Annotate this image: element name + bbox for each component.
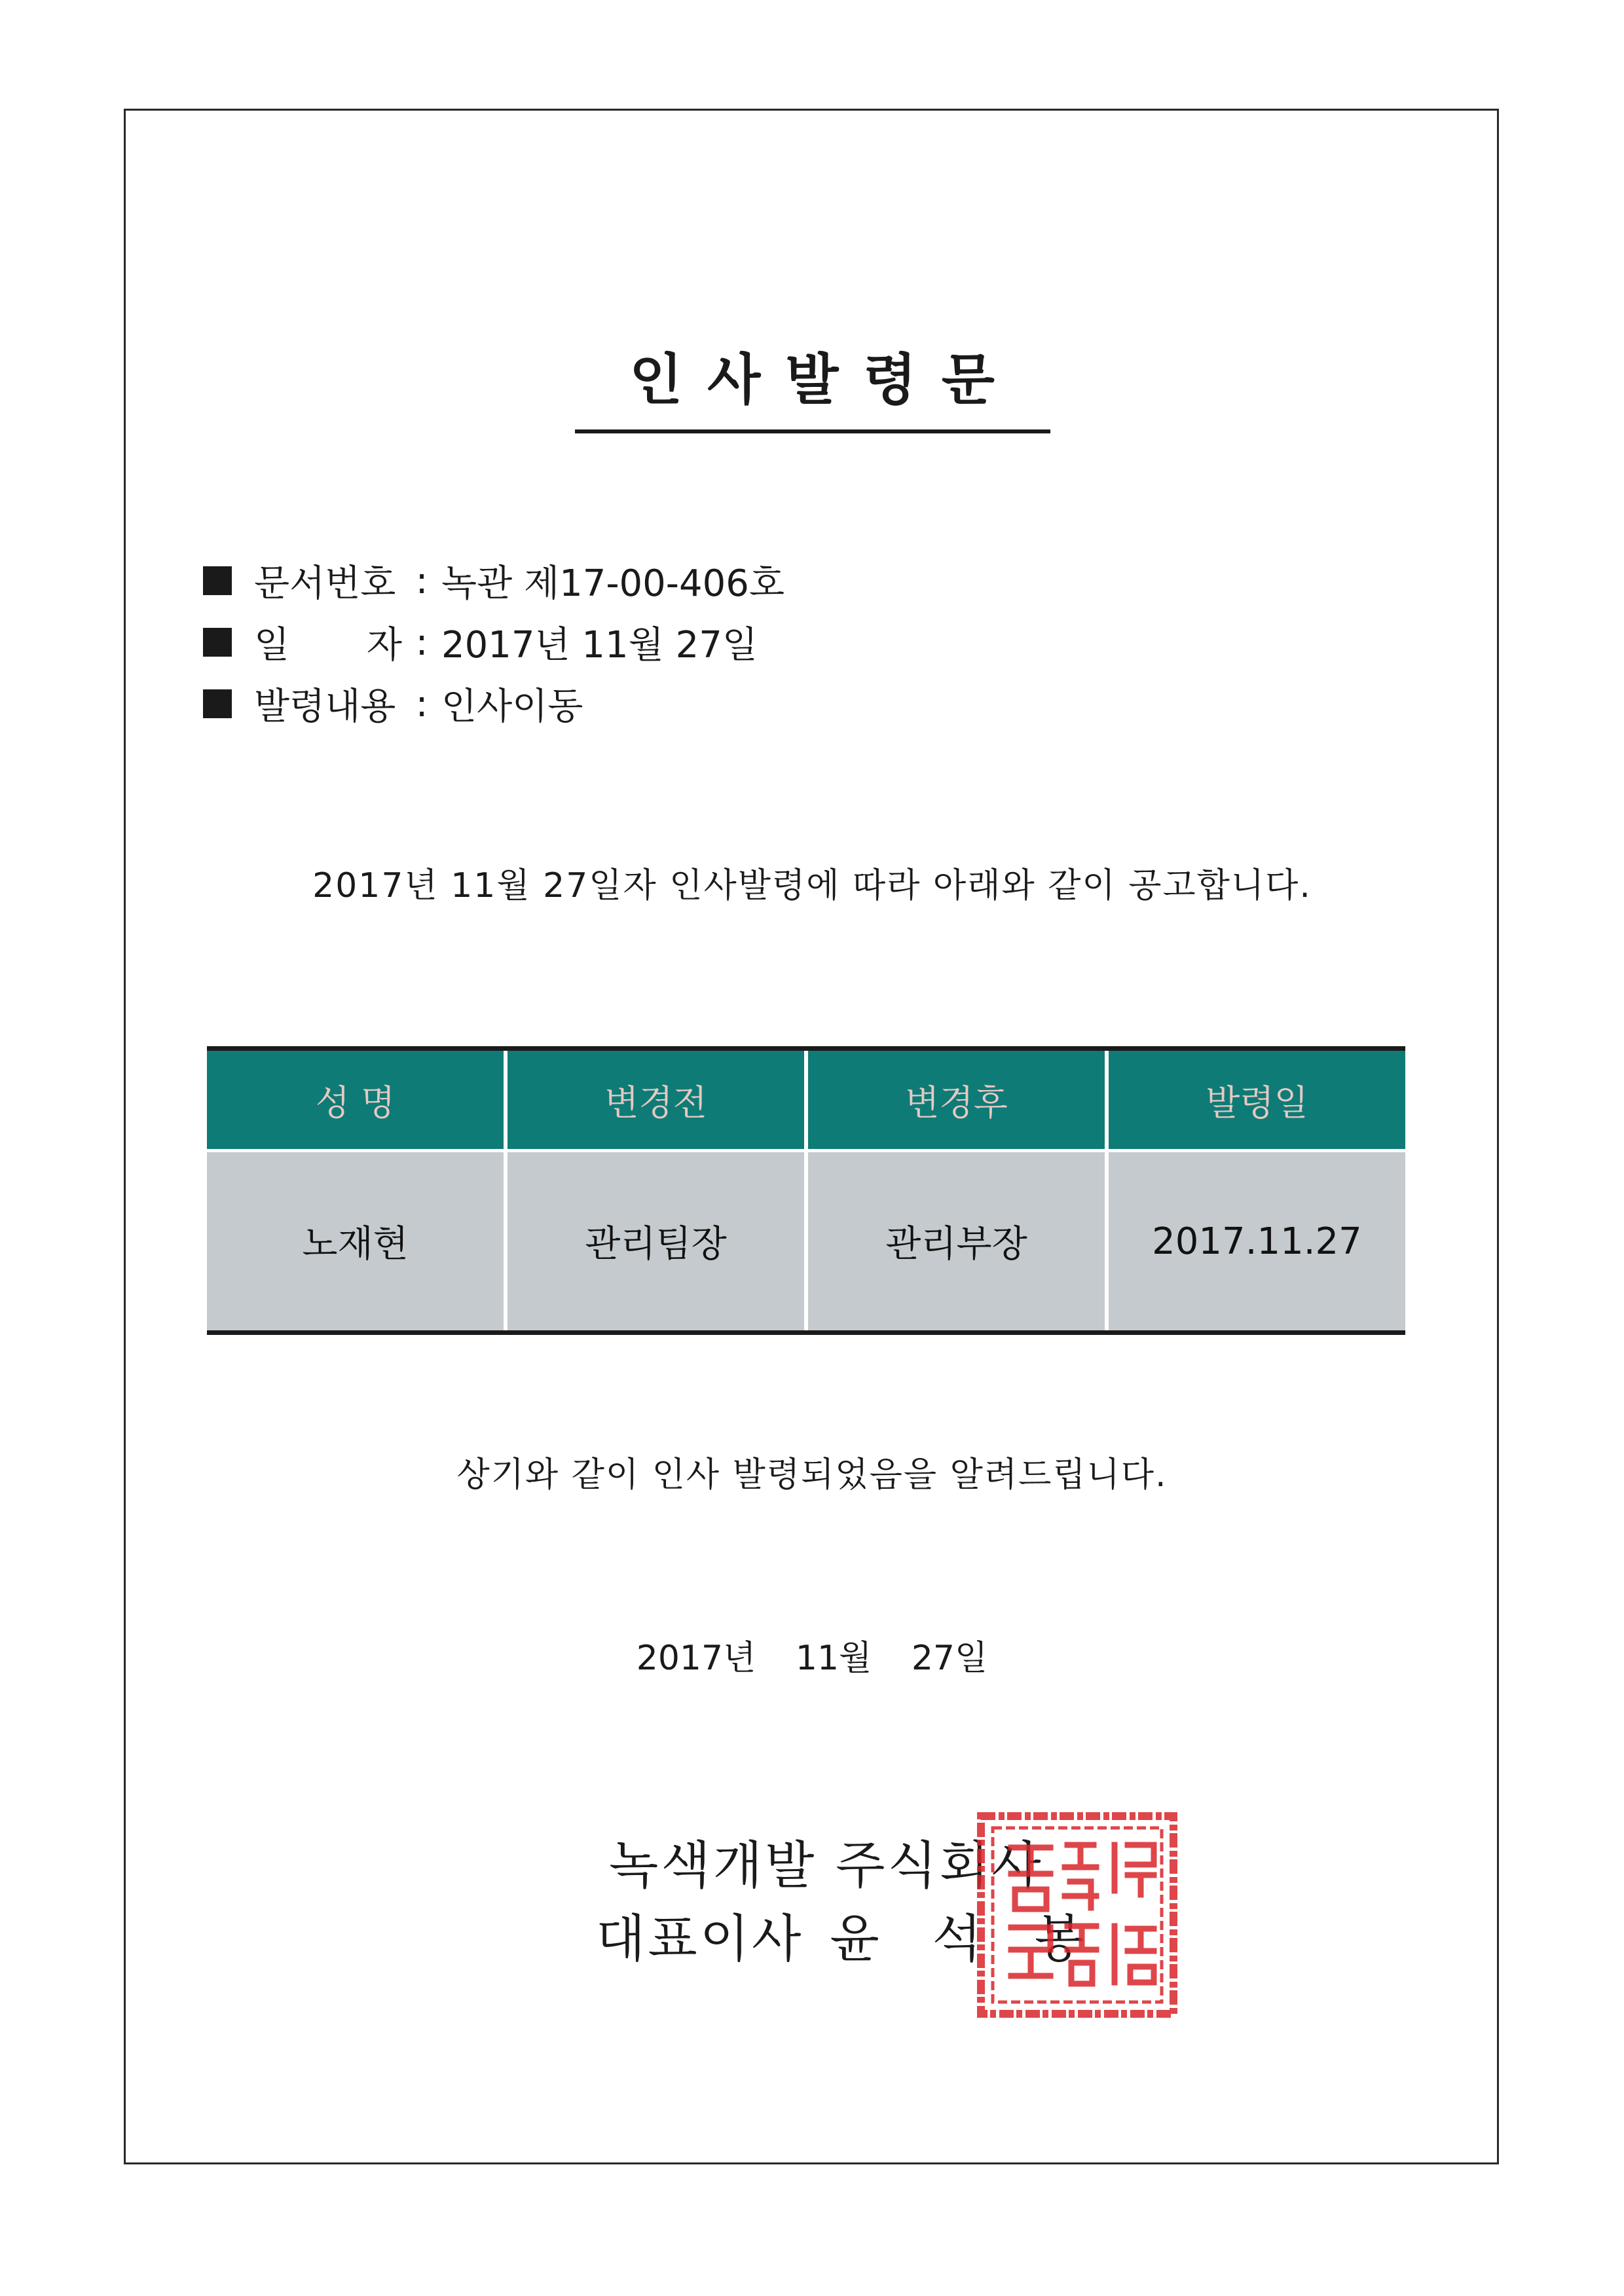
meta-colon: : <box>415 682 428 725</box>
square-bullet-icon <box>203 689 232 718</box>
table-top-rule <box>207 1046 1405 1051</box>
document-title: 인사발령문 <box>629 348 1020 412</box>
meta-label-char: 자 <box>366 624 402 666</box>
issue-day: 27일 <box>911 1639 988 1678</box>
personnel-table <box>207 1046 1405 1335</box>
square-bullet-icon <box>203 566 232 595</box>
issue-year: 2017년 <box>636 1639 756 1678</box>
company-seal-icon <box>976 1811 1179 2019</box>
cell-after: 관리부장 <box>804 1152 1105 1330</box>
meta-row-content <box>203 673 784 735</box>
meta-colon: : <box>415 621 428 664</box>
announcement-text: 2017년 11월 27일자 인사발령에 따라 아래와 같이 공고합니다. <box>312 866 1312 905</box>
company-name: 녹색개발 주식회사 <box>609 1836 1044 1895</box>
meta-value: 2017년 11월 27일 <box>441 624 758 666</box>
meta-value: 녹관 제17-00-406호 <box>441 562 785 605</box>
ceo-name-char: 봉 <box>1034 1910 1084 1969</box>
header-cell-before: 변경전 <box>504 1051 804 1149</box>
meta-row-date <box>203 611 784 673</box>
meta-label <box>254 678 402 730</box>
header-cell-date: 발령일 <box>1105 1051 1405 1149</box>
table-header-row <box>207 1051 1405 1149</box>
meta-label-text: 문서번호 <box>254 562 396 605</box>
title-underline <box>575 429 1050 433</box>
issue-month: 11월 <box>795 1639 872 1678</box>
meta-colon: : <box>415 559 428 602</box>
meta-label <box>254 555 402 607</box>
table-bottom-rule <box>207 1330 1405 1335</box>
square-bullet-icon <box>203 628 232 657</box>
closing-text: 상기와 같이 인사 발령되었음을 알려드립니다. <box>456 1455 1168 1495</box>
meta-value: 인사이동 <box>441 685 583 728</box>
cell-date: 2017.11.27 <box>1105 1152 1405 1330</box>
ceo-title: 대표이사 <box>596 1910 804 1969</box>
meta-label-char: 일 <box>254 624 290 666</box>
cell-name: 노재현 <box>207 1152 504 1330</box>
header-cell-name: 성 명 <box>207 1051 504 1149</box>
header-cell-after: 변경후 <box>804 1051 1105 1149</box>
issue-date <box>0 1630 1624 1679</box>
meta-row-doc-number <box>203 550 784 611</box>
table-row <box>207 1152 1405 1330</box>
meta-label <box>254 616 402 668</box>
meta-list <box>203 550 784 735</box>
ceo-name-char: 석 <box>932 1910 982 1969</box>
meta-label-text: 발령내용 <box>254 685 396 728</box>
cell-before: 관리팀장 <box>504 1152 804 1330</box>
ceo-name-char: 윤 <box>830 1910 879 1969</box>
